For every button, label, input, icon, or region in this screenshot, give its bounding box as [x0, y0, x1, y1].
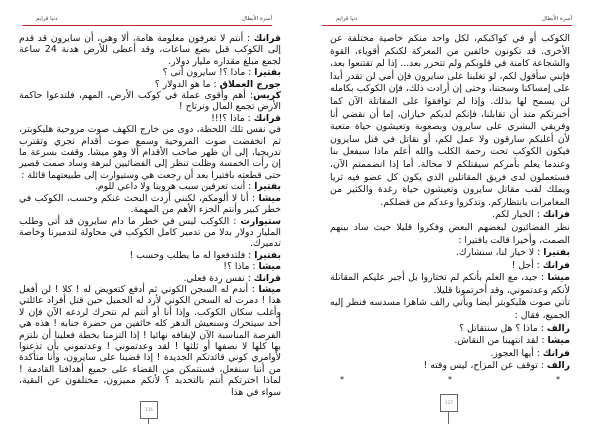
paragraph: [19, 79, 281, 90]
page-body: [330, 33, 570, 387]
paragraph: [19, 193, 281, 216]
paragraph: [19, 261, 281, 272]
speaker-name: رالف: [546, 360, 570, 372]
speaker-name: فرانك: [542, 259, 570, 271]
speaker-name: ستيوارت: [240, 215, 281, 227]
author-name: دنيا قرايم: [336, 16, 358, 22]
paragraph-text: : أندم له السجن الكوني ثم أدفع كتعويض له ! كلا ! لن أفعل هذا ! دمرت له السجن الكوني لأرد له الجميل حين قتل أفراد عائلتي وأغلب سكان الكوكب. وإذا أنا أو أنتم لم نتحرك لردعه الآن فإن لا أحد سيتحرك وسنعيش الدهر كله خائفين من حضرة جنابه ! هذه هي الفرصة المناسبة الآن لإيقافه نهائيا ! إذا التزمنا بخطة فعلينا أن نلتزم بها كلها لا نصفها أو ثلثها ! لقد وعدتموني ! وعدتموني بأن تذعنوا لأوامري كوني قائدتكم الجديدة ! إذا قضينا على سايرون، وأنا متأكدة من أننا سنفعل، فسنتمكن من القضاء على جميع أهدافنا القادمة ! لماذا اخترتكم أنتم بالتحديد ؟ لأنكم مميزون، مختلفون عن البقية، سواء في هذا: [19, 283, 281, 398]
paragraph: [330, 297, 570, 322]
speaker-name: رالف: [546, 322, 570, 334]
paragraph: [19, 90, 281, 113]
paragraph-text: : الكوكب ليس في خطر ما دام سايرون قد أتى وطلب المليار دولار بدلا من تدمير كامل الكوكب في محاولة لتدميرنا وخاصة تدميرك.: [19, 215, 281, 250]
paragraph: [330, 209, 570, 222]
paragraph-text: : أيها العجوز.: [490, 347, 543, 359]
paragraph-text: : ما هو الدولار ؟: [154, 78, 220, 90]
asterisk: *: [340, 375, 344, 385]
paragraph: [19, 113, 281, 124]
speaker-name: ميشا: [547, 272, 570, 284]
paragraph: [330, 272, 570, 297]
paragraph-text: : نفس ردة فعلي.: [183, 272, 254, 284]
paragraph-text: : أجل !: [511, 259, 543, 271]
paragraph-text: : ماذا ؟!: [223, 261, 259, 273]
speaker-name: فرانك: [542, 209, 570, 221]
speaker-name: فرانك: [542, 347, 570, 359]
speaker-name: جورج العملاق: [219, 78, 281, 90]
paragraph: [330, 348, 570, 361]
page-number: 116: [140, 401, 158, 419]
asterisk: *: [448, 375, 452, 385]
paragraph: [330, 360, 570, 373]
paragraph: [19, 250, 281, 261]
section-separator: [330, 374, 570, 387]
paragraph-text: : أنت تعرفين سبب هروبنا ولا داعي للوم.: [94, 181, 255, 193]
paragraph: [19, 124, 281, 181]
paragraph-text: تأتي صوت هليكوبتر أيضا ويأتي رالف شاهرا مسدسه فنظر إليه الجميع، فقال :: [330, 297, 570, 322]
page-number-line: [448, 411, 449, 424]
speaker-name: بفتيرا: [254, 249, 281, 261]
right-page: [300, 0, 600, 424]
speaker-name: ميشا: [258, 192, 281, 204]
paragraph-text: : لا خيار لنا، سنشارك.: [455, 247, 544, 259]
paragraph: [19, 33, 281, 67]
paragraph-text: : ماذا ؟! سايرون أتى ؟: [162, 67, 255, 79]
speaker-name: بفتيرا: [254, 67, 281, 79]
paragraph-text: : توقف عن المزاح، ليس وقته !: [423, 360, 547, 372]
paragraph: [330, 260, 570, 273]
paragraph: [19, 216, 281, 250]
book-title: أسرة الأبطال: [541, 16, 572, 22]
paragraph: [19, 67, 281, 78]
speaker-name: ميشا: [258, 261, 281, 273]
paragraph-text: في نفس تلك اللحظة، دوى من خارج الكهف صوت مروحية هليكوبتر، ثم انخفضت صوت المروحية وسمع صوت أقدام تجري وتقترب تدريجيا، إلى أن ظهر صاحب الأقدام ألا وهو ميشا. وقفت بسرعة ما إن رأت الخمسة وظلت تنظر إلى الفضائيين لبرهة وساد صمت قصير حتى قطعته بافتيرا بعد أن رجعت هي وستيوارت إلى طبيعتهما قائلة :: [19, 124, 281, 181]
paragraph: [19, 284, 281, 398]
book-title: أسرة الأبطال: [241, 16, 272, 22]
paragraph-text: : أنتم لا تعرفون معلومة هامة، ألا وهي، أن سايرون قد قدم إلى الكوكب قبل بضع ساعات، وقد أعطى للأرض هدنة 24 ساعة لجمع مبلغ مقداره مليار دولار.: [19, 33, 281, 67]
speaker-name: بفتيرا: [254, 181, 281, 193]
speaker-name: ميشا: [547, 335, 570, 347]
paragraph-text: : أنا لا ألومكم، لكنني أردت البحث عنكم وحسب، الكوكب في خطر كبير وأنتم الجزء الأهم من المهمة.: [19, 192, 281, 216]
speaker-name: فرانك: [253, 33, 281, 44]
header-rule: [22, 25, 272, 26]
header-rule: [322, 25, 572, 26]
page-number: 117: [440, 394, 458, 412]
paragraph: [19, 273, 281, 284]
paragraph: [19, 181, 281, 192]
paragraph-text: : لقد انتهينا من النقاش.: [454, 335, 548, 347]
speaker-name: فرانك: [253, 272, 281, 284]
paragraph: [330, 335, 570, 348]
paragraph: [330, 247, 570, 260]
speaker-name: بفتيرا: [543, 247, 570, 259]
paragraph-text: : فلتدفعوا له ما يطلب وحسب !: [129, 249, 255, 261]
paragraph: [330, 222, 570, 247]
page-body: [19, 33, 281, 398]
paragraph-text: : ماذا ؟!!!: [211, 112, 254, 124]
paragraph-text: : أهم وأقوى عملة في كوكب الأرض، المهم، فلتدعوا حاكمة الأرض تجمع المال ونرتاح !: [19, 90, 281, 113]
speaker-name: كريس: [253, 90, 281, 102]
page-number-line: [148, 418, 149, 424]
paragraph-text: الكوكب أو في كواكبكم، لكل واحد منكم خاصية مختلفة عن الأخرى. قد تكونون خائفين من المعركة لكنكم أقوياء، القوة والشجاعة كامنة في قلوبكم ولم تتحرر بعد... إذا لم تقتنعوا بعد، فإنني سأقول لكم، لو تغلبنا على سايرون فإن أمي لن تقدر أبدا على إمساكنا وسجننا، وحتى إن أرادت ذلك، فإن الكوكب بكامله لن يسمح لها بذلك. وإذا لم توافقوا على المقاتلة الآن كما أخبرتكم منذ أن تقابلنا، فإنكم لديكم خياران، إما أن نقضي أنا وفريقي البشري على سايرون وبصعوبة وتعيشون حياة متعبة لأن أغلبكم سارقون ولا عمل لكم، أو نقاتل في قتل سايرون فيكون الكوكب تحت رحمة الكلب والله أعلم ماذا سيفعل بنا وعندما يعلم بأمركم سيقتلكم لا محالة. أما إذا انضممتم الآن، فستعملون لدى فريق المقاتلين الذي يكون كل عضو فيه ثريا ويملك لقب مقاتل سايرون وتعيشون حياة رغدة والكثير من المغامرات بانتظاركم. وتذكروا وعدكم من فضلكم.: [330, 33, 570, 208]
author-name: دنيا قرايم: [36, 16, 58, 22]
paragraph-text: : جيد، مع العلم بأنكم لم تختاروا بل أجبر عليكم المقاتلة لأنكم وعدتموني، وقد أخرتمونا قليلا.: [330, 272, 570, 296]
asterisk: *: [556, 375, 560, 385]
paragraph-text: : ماذا ؟ هل سنتقاتل ؟: [459, 322, 547, 334]
paragraph: [330, 33, 570, 209]
paragraph: [330, 323, 570, 336]
paragraph-text: نظر الفضائيون لبعضهم البعض وفكروا قليلا حيث ساد بينهم الصمت، وأخيرا قالت بافتيرا :: [330, 221, 570, 246]
paragraph-text: : الخيار لكم.: [492, 209, 543, 221]
speaker-name: ميشا: [258, 283, 281, 295]
speaker-name: فرانك: [253, 112, 281, 124]
